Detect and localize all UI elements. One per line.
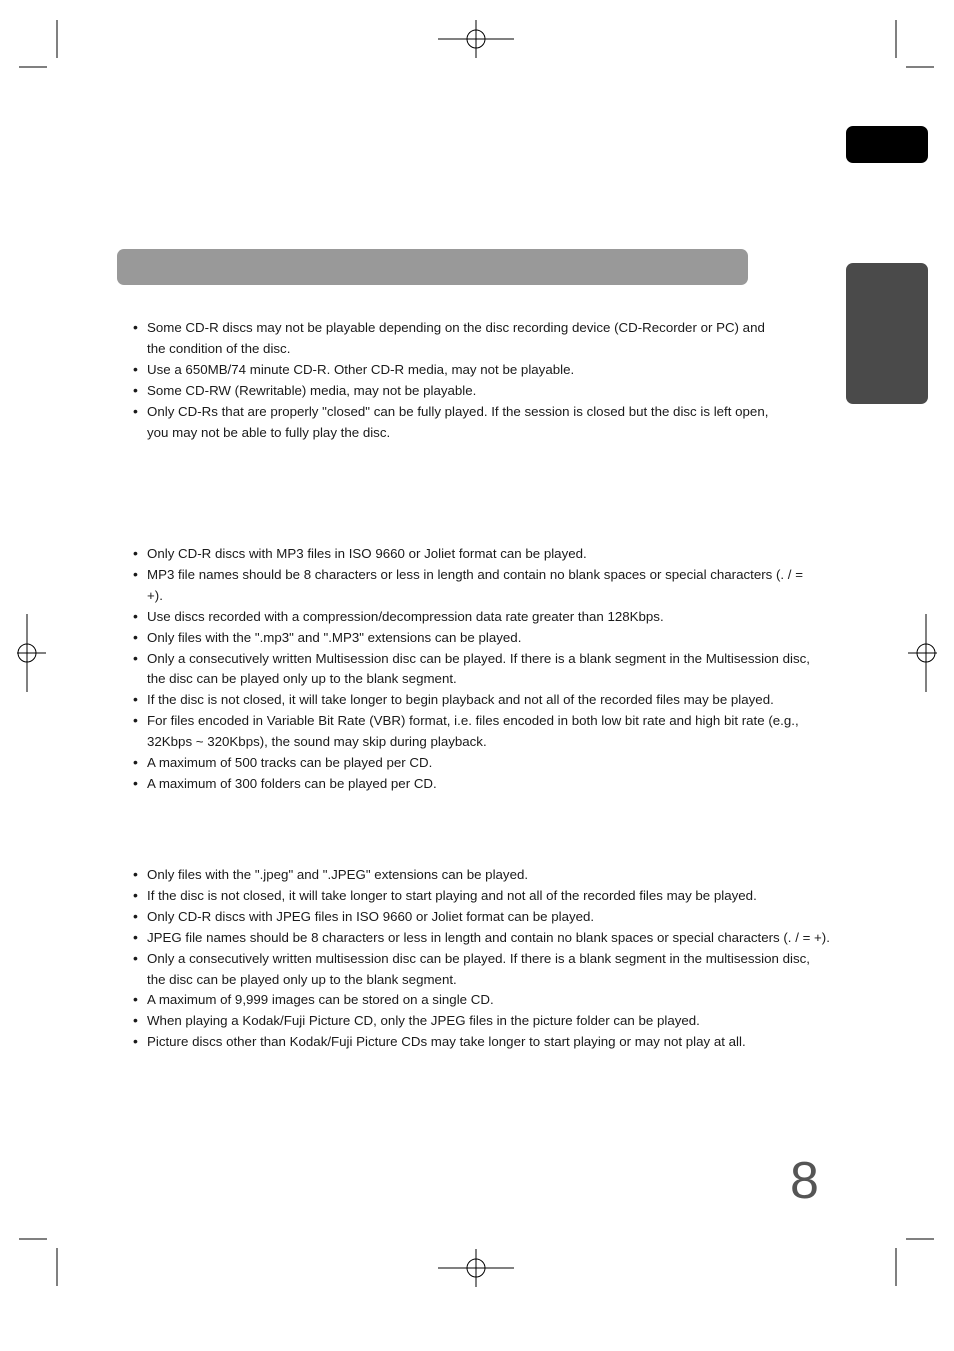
list-item: • MP3 file names should be 8 characters or less in length and contain no blank spaces or special characters (. / = +). — [132, 565, 817, 607]
mp3-notes-list — [132, 544, 817, 795]
page-number: 8 — [790, 1152, 819, 1210]
list-item: • If the disc is not closed, it will take longer to start playing and not all of the recorded files may be played. — [132, 886, 832, 907]
list-item: • Only a consecutively written Multisession disc can be played. If there is a blank segment in the Multisession disc, the disc can be played only up to the blank segment. — [132, 649, 817, 691]
list-item: • When playing a Kodak/Fuji Picture CD, only the JPEG files in the picture folder can be played. — [132, 1011, 832, 1032]
chapter-tab — [846, 263, 928, 404]
list-item: • Use discs recorded with a compression/decompression data rate greater than 128Kbps. — [132, 607, 817, 628]
list-item: • Only CD-R discs with JPEG files in ISO 9660 or Joliet format can be played. — [132, 907, 832, 928]
list-item: • A maximum of 9,999 images can be stored on a single CD. — [132, 990, 832, 1011]
list-item: • For files encoded in Variable Bit Rate (VBR) format, i.e. files encoded in both low bit rate and high bit rate (e.g., 32Kbps ~ 320Kbps), the sound may skip during playback. — [132, 711, 817, 753]
list-item: • A maximum of 300 folders can be played per CD. — [132, 774, 817, 795]
language-tab — [846, 126, 928, 163]
list-item: • Only a consecutively written multisession disc can be played. If there is a blank segment in the multisession disc, the disc can be played only up to the blank segment. — [132, 949, 832, 991]
list-item: • JPEG file names should be 8 characters or less in length and contain no blank spaces or special characters (. / = +). — [132, 928, 832, 949]
list-item: • Only CD-Rs that are properly "closed" can be fully played. If the session is closed but the disc is left open, you may not be able to fully play the disc. — [132, 402, 782, 444]
list-item: • Only CD-R discs with MP3 files in ISO 9660 or Joliet format can be played. — [132, 544, 817, 565]
list-item: • Only files with the ".jpeg" and ".JPEG" extensions can be played. — [132, 865, 832, 886]
registration-target-left — [17, 614, 46, 692]
list-item: • Only files with the ".mp3" and ".MP3" extensions can be played. — [132, 628, 817, 649]
list-item: • Some CD-R discs may not be playable depending on the disc recording device (CD-Recorder or PC) and the condition of the disc. — [132, 318, 782, 360]
registration-target-bottom — [438, 1249, 514, 1287]
section-header-bar — [117, 249, 748, 285]
list-item: • If the disc is not closed, it will take longer to begin playback and not all of the recorded files may be played. — [132, 690, 817, 711]
jpeg-notes-list — [132, 865, 832, 1053]
cdr-notes-list — [132, 318, 782, 443]
registration-target-right — [908, 614, 937, 692]
list-item: • Use a 650MB/74 minute CD-R. Other CD-R media, may not be playable. — [132, 360, 782, 381]
list-item: • Picture discs other than Kodak/Fuji Picture CDs may take longer to start playing or may not play at all. — [132, 1032, 832, 1053]
registration-target-top — [438, 20, 514, 58]
list-item: • A maximum of 500 tracks can be played per CD. — [132, 753, 817, 774]
list-item: • Some CD-RW (Rewritable) media, may not be playable. — [132, 381, 782, 402]
